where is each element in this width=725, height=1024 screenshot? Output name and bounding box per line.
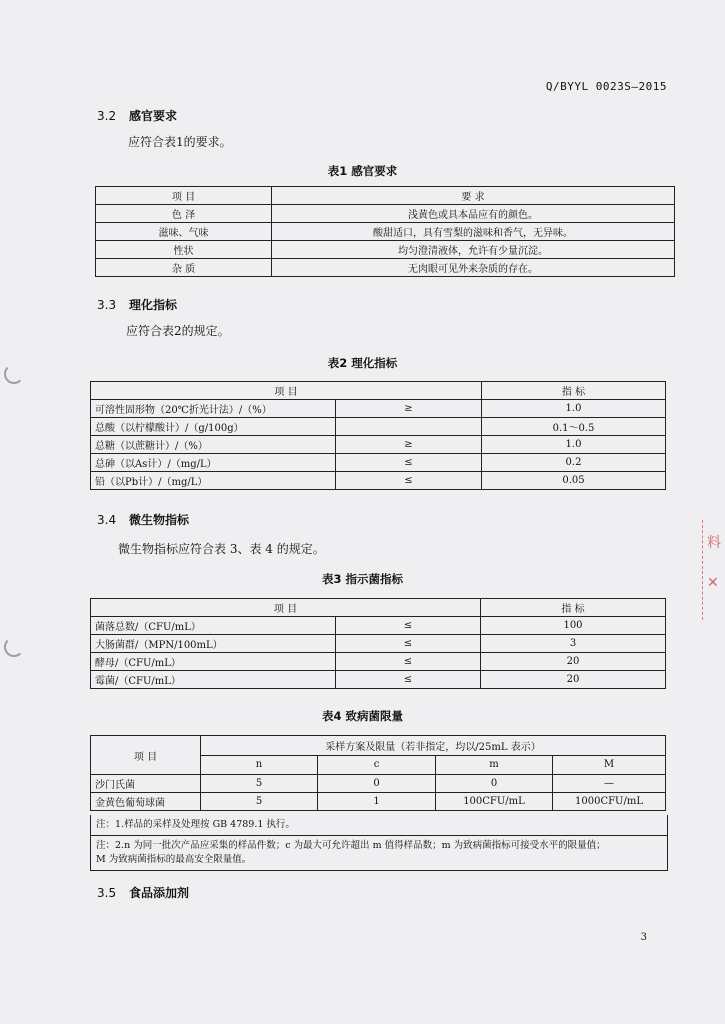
table-header-row — [91, 382, 666, 400]
note-line: M 为致病菌指标的最高安全限量值。 — [96, 854, 252, 865]
section-title: 食品添加剂 — [129, 886, 190, 900]
page-number: 3 — [640, 932, 647, 943]
table-cell: — — [553, 775, 666, 793]
table-cell: 0.2 — [482, 454, 666, 472]
table1-sensory — [95, 186, 675, 277]
section-title: 理化指标 — [129, 298, 178, 312]
table2-physicochemical — [90, 381, 666, 490]
section-3-2-text: 应符合表1的要求。 — [128, 135, 232, 149]
table-cell: ≤ — [336, 472, 482, 490]
table-cell: 酸甜适口，具有雪梨的滋味和香气，无异味。 — [272, 223, 675, 241]
table-cell: 沙门氏菌 — [91, 775, 201, 793]
table-header-cell: c — [318, 755, 436, 775]
table-cell: ≤ — [336, 635, 481, 653]
section-number: 3.5 — [97, 886, 117, 900]
table-header-cell: M — [553, 755, 666, 775]
stamp-mark: ✕ — [707, 575, 719, 591]
note-line: 注：2.n 为同一批次产品应采集的样品件数；c 为最大可允许超出 m 值得样品数；m 为致病菌指标可接受水平的限量值； — [91, 835, 667, 853]
table-header-cell: 项 目 — [91, 382, 482, 400]
table-header-row — [91, 599, 666, 617]
binder-hole-mark — [4, 364, 24, 384]
table-row — [96, 223, 675, 241]
table-cell: 100CFU/mL — [436, 793, 553, 811]
section-number: 3.2 — [97, 109, 117, 123]
table-cell: ≥ — [336, 400, 482, 418]
table-row — [96, 241, 675, 259]
binder-hole-mark — [4, 637, 24, 657]
table-cell: 0.1～0.5 — [482, 418, 666, 436]
table4-caption: 表4 致病菌限量 — [321, 709, 403, 723]
table-row — [96, 259, 675, 277]
table-cell: 大肠菌群/（MPN/100mL） — [91, 635, 336, 653]
table-cell: 20 — [481, 653, 666, 671]
table-cell: 总砷（以As计）/（mg/L） — [91, 454, 336, 472]
table-cell: 铅（以Pb计）/（mg/L） — [91, 472, 336, 490]
table-cell: 总酸（以柠檬酸计）/（g/100g） — [91, 418, 336, 436]
table-header-cell: 项 目 — [91, 599, 481, 617]
section-3-2-heading — [97, 107, 177, 124]
table-cell — [336, 418, 482, 436]
table-cell: ≤ — [336, 653, 481, 671]
table-header-cell: 要 求 — [272, 187, 675, 205]
table-cell: ≤ — [336, 617, 481, 635]
table-cell: 滋味、气味 — [96, 223, 272, 241]
table-cell: 1.0 — [482, 436, 666, 454]
table-cell: 浅黄色或具本品应有的颜色。 — [272, 205, 675, 223]
table-cell: 100 — [481, 617, 666, 635]
table-cell: 20 — [481, 671, 666, 689]
table3-indicator-bacteria — [90, 598, 666, 689]
table-row — [91, 454, 666, 472]
table-header-row — [96, 187, 675, 205]
table-cell: 可溶性固形物（20℃折光计法）/（%） — [91, 400, 336, 418]
table4-pathogen-limits — [90, 735, 666, 811]
table-cell: 0.05 — [482, 472, 666, 490]
table-row — [91, 472, 666, 490]
table-cell: 1.0 — [482, 400, 666, 418]
seal-stamp-fragment — [702, 520, 725, 620]
stamp-text: 料 — [707, 535, 721, 551]
table-header-cell: n — [201, 755, 318, 775]
table-row — [91, 400, 666, 418]
table-cell: ≥ — [336, 436, 482, 454]
table-row — [96, 205, 675, 223]
table-header-cell: 采样方案及限量（若非指定，均以/25mL 表示） — [201, 736, 666, 756]
section-title: 感官要求 — [129, 109, 178, 123]
table-cell: 无肉眼可见外来杂质的存在。 — [272, 259, 675, 277]
table-header-cell: 指 标 — [482, 382, 666, 400]
table-cell: 色 泽 — [96, 205, 272, 223]
table1-caption: 表1 感官要求 — [327, 164, 398, 178]
table-cell: 1000CFU/mL — [553, 793, 666, 811]
table-cell: 总糖（以蔗糖计）/（%） — [91, 436, 336, 454]
section-3-3-text: 应符合表2的规定。 — [126, 324, 230, 338]
table-cell: 金黄色葡萄球菌 — [91, 793, 201, 811]
table3-caption: 表3 指示菌指标 — [321, 572, 403, 586]
note-line: 注：1.样品的采样及处理按 GB 4789.1 执行。 — [96, 819, 295, 830]
table-cell: 1 — [318, 793, 436, 811]
table4-notes — [90, 815, 668, 871]
section-number: 3.3 — [97, 298, 117, 312]
table-row — [91, 436, 666, 454]
table-row — [91, 793, 666, 811]
table-cell: 0 — [436, 775, 553, 793]
table-row — [91, 775, 666, 793]
table-cell: 霉菌/（CFU/mL） — [91, 671, 336, 689]
table-row — [91, 653, 666, 671]
table-cell: 5 — [201, 793, 318, 811]
table-header-row — [91, 736, 666, 756]
standard-code: Q/BYYL 0023S—2015 — [545, 80, 667, 93]
table-cell: 0 — [318, 775, 436, 793]
table-header-cell: 指 标 — [481, 599, 666, 617]
table-cell: 3 — [481, 635, 666, 653]
section-3-4-heading — [97, 511, 189, 528]
table-cell: 性状 — [96, 241, 272, 259]
table-cell: 杂 质 — [96, 259, 272, 277]
table-header-cell: m — [436, 755, 553, 775]
table-row — [91, 617, 666, 635]
table-cell: ≤ — [336, 454, 482, 472]
table-header-cell: 项 目 — [96, 187, 272, 205]
table2-caption: 表2 理化指标 — [327, 356, 398, 370]
table-cell: 菌落总数/（CFU/mL） — [91, 617, 336, 635]
table-cell: 均匀澄清液体，允许有少量沉淀。 — [272, 241, 675, 259]
table-row — [91, 418, 666, 436]
table-cell: ≤ — [336, 671, 481, 689]
table-cell: 酵母/（CFU/mL） — [91, 653, 336, 671]
section-3-4-text: 微生物指标应符合表 3、表 4 的规定。 — [118, 542, 325, 556]
section-3-3-heading — [97, 296, 177, 313]
section-number: 3.4 — [97, 513, 117, 527]
section-title: 微生物指标 — [129, 513, 190, 527]
section-3-5-heading — [97, 884, 189, 901]
table-header-cell: 项 目 — [91, 736, 201, 775]
table-cell: 5 — [201, 775, 318, 793]
table-row — [91, 671, 666, 689]
table-row — [91, 635, 666, 653]
